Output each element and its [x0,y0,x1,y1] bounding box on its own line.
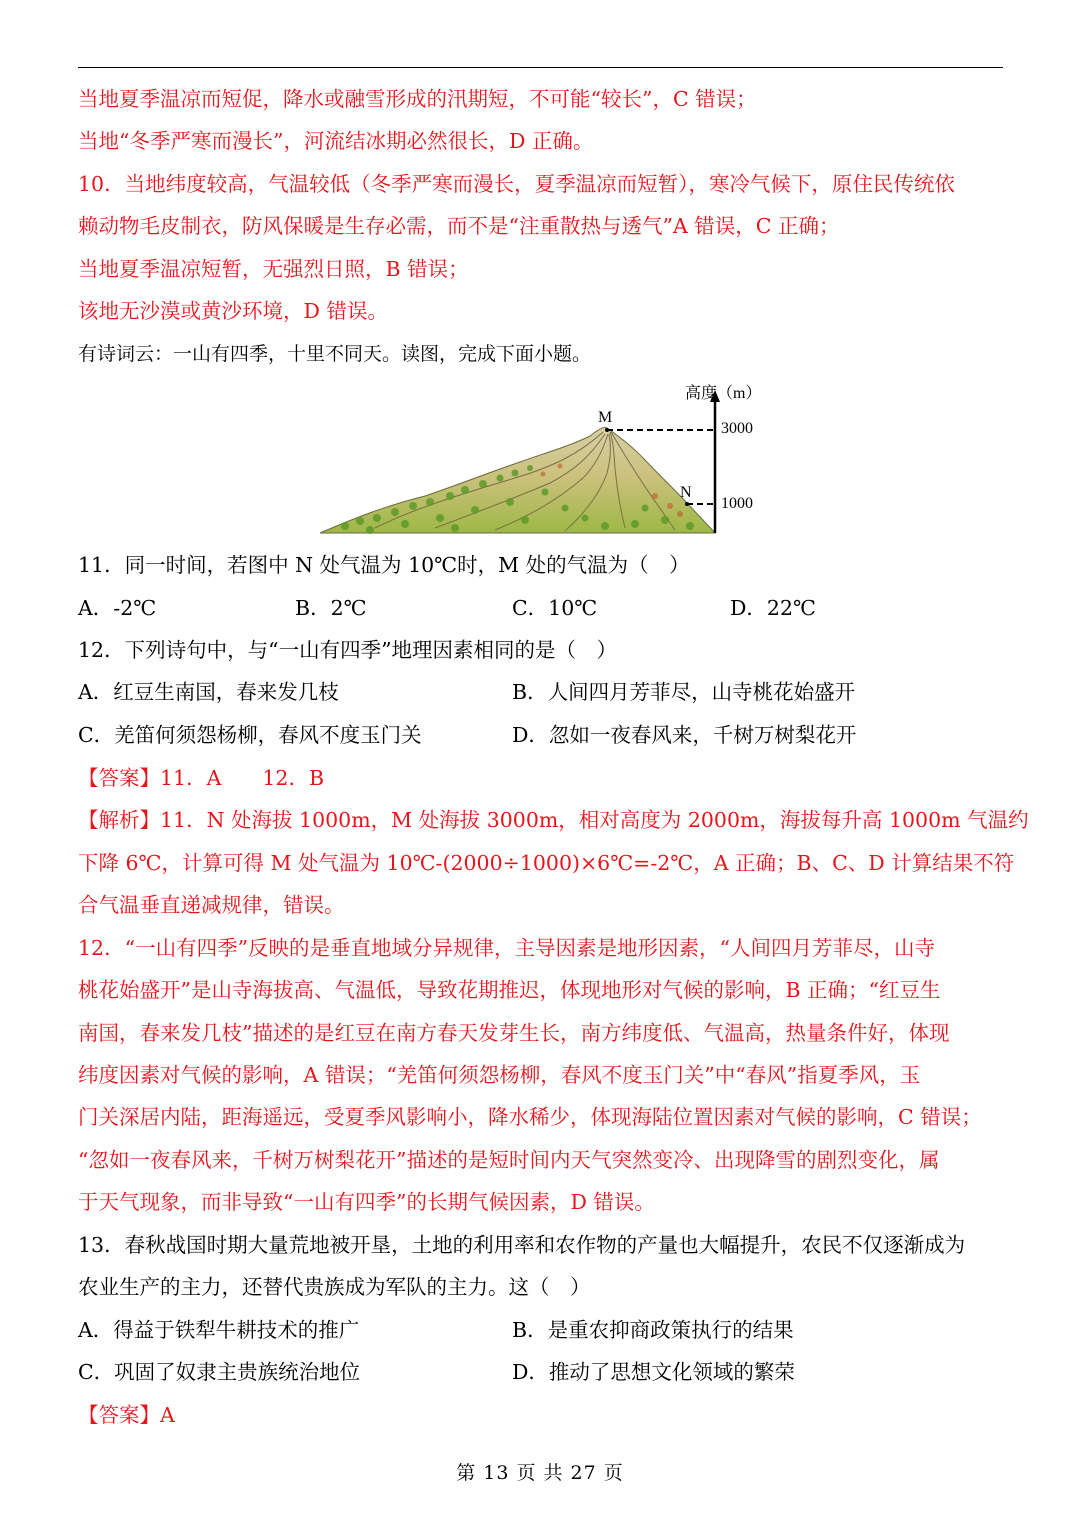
q13-option-a: A．得益于铁犁牛耕技术的推广 [78,1318,360,1342]
question-11-stem: 11．同一时间，若图中 N 处气温为 10℃时，M 处的气温为（ ） [78,553,690,577]
analysis-line: 【解析】11．N 处海拔 1000m，M 处海拔 3000m，相对高度为 2000m，海拔每升高 1000m 气温约 [78,808,1029,832]
analysis-line: 12．“一山有四季”反映的是垂直地域分异规律，主导因素是地形因素，“人间四月芳菲尽，山寺 [78,936,936,960]
analysis-line: 南国，春来发几枝”描述的是红豆在南方春天发芽生长，南方纬度低、气温高，热量条件好，体现 [78,1021,950,1045]
analysis-line: 合气温垂直递减规律，错误。 [78,893,345,917]
tick-label-1000: 1000 [721,495,753,512]
q13-option-b: B．是重农抑商政策执行的结果 [512,1318,794,1342]
analysis-line: 桃花始盛开”是山寺海拔高、气温低，导致花期推迟，体现地形对气候的影响，B 正确；“红豆生 [78,978,941,1002]
header-rule [78,67,1003,68]
answer-13: 【答案】A [78,1403,175,1427]
point-m-label: M [598,409,613,426]
q12-option-b: B．人间四月芳菲尽，山寺桃花始盛开 [512,680,856,704]
page-footer: 第 13 页 共 27 页 [456,1462,624,1484]
explanation-line: 该地无沙漠或黄沙环境，D 错误。 [78,299,388,323]
mountain-figure [315,378,785,538]
analysis-line: 纬度因素对气候的影响，A 错误；“羌笛何须怨杨柳，春风不度玉门关”中“春风”指夏季风，玉 [78,1063,921,1087]
axis-label: 高度（m） [685,385,762,402]
question-13-stem: 13．春秋战国时期大量荒地被开垦，土地的利用率和农作物的产量也大幅提升，农民不仅逐渐成为 [78,1233,966,1257]
q12-option-a: A．红豆生南国，春来发几枝 [78,680,339,704]
tick-label-3000: 3000 [721,420,753,437]
explanation-line: 当地夏季温凉短暂，无强烈日照，B 错误； [78,257,469,281]
q11-option-c: C．10℃ [512,596,598,620]
explanation-line: 赖动物毛皮制衣，防风保暖是生存必需，而不是“注重散热与透气”A 错误，C 正确； [78,214,840,238]
question-13-stem-cont: 农业生产的主力，还替代贵族成为军队的主力。这（ ） [78,1275,591,1299]
q12-option-c: C．羌笛何须怨杨柳，春风不度玉门关 [78,723,422,747]
point-n-label: N [680,484,692,501]
q11-option-d: D．22℃ [730,596,816,620]
q11-option-b: B．2℃ [295,596,367,620]
q12-option-d: D．忽如一夜春风来，千树万树梨花开 [512,723,857,747]
question-12-stem: 12．下列诗句中，与“一山有四季”地理因素相同的是（ ） [78,638,618,662]
answer-11-12: 【答案】11．A 12．B [78,766,325,790]
analysis-line: 下降 6℃，计算可得 M 处气温为 10℃-(2000÷1000)×6℃=-2℃，A 正确；B、C、D 计算结果不符 [78,851,1015,875]
analysis-line: 门关深居内陆，距海遥远，受夏季风影响小，降水稀少，体现海陆位置因素对气候的影响，C 错误； [78,1105,982,1129]
q11-option-a: A．-2℃ [78,596,157,620]
q13-option-c: C．巩固了奴隶主贵族统治地位 [78,1360,361,1384]
explanation-line: 当地“冬季严寒而漫长”，河流结冰期必然很长，D 正确。 [78,129,594,153]
explanation-line: 10．当地纬度较高，气温较低（冬季严寒而漫长，夏季温凉而短暂），寒冷气候下，原住民传统依 [78,172,955,196]
question-intro: 有诗词云：一山有四季，十里不同天。读图，完成下面小题。 [78,343,592,365]
analysis-line: “忽如一夜春风来，千树万树梨花开”描述的是短时间内天气突然变冷、出现降雪的剧烈变化，属 [78,1148,940,1172]
analysis-line: 于天气现象，而非导致“一山有四季”的长期气候因素，D 错误。 [78,1190,655,1214]
q13-option-d: D．推动了思想文化领域的繁荣 [512,1360,795,1384]
explanation-line: 当地夏季温凉而短促，降水或融雪形成的汛期短，不可能“较长”，C 错误； [78,87,757,111]
